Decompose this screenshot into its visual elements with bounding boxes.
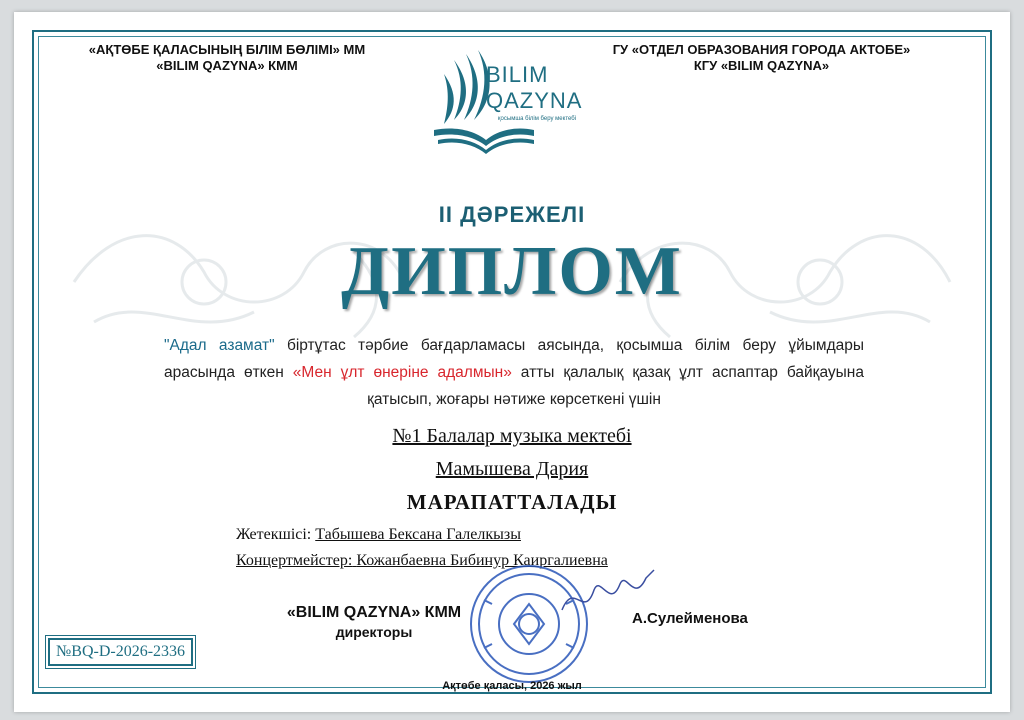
diploma-text [164, 332, 864, 413]
leader-line [236, 526, 521, 544]
award-word: МАРАПАТТАЛАДЫ [406, 490, 618, 514]
logo-line1: BILIM [486, 62, 549, 87]
diploma-title: ДИПЛОМ [341, 233, 683, 310]
contest-name: «Мен ұлт өнеріне адалмын» [292, 364, 512, 381]
logo-line2: QAZYNA [486, 88, 583, 113]
diploma-number: №BQ-D-2026-2336 [48, 638, 193, 666]
header-left-line2: «BILIM QAZYNA» КММ [156, 58, 298, 73]
text-part2: атты қалалық қазақ ұлт аспаптар байқауына қатысып, жоғары нәтиже көрсеткені үшін [367, 364, 864, 408]
recipient-name: Мамышева Дария [435, 458, 589, 480]
text-part1: біртұтас тәрбие бағдарламасы аясында, қосымша білім беру ұйымдары арасында өткен [164, 337, 864, 381]
header-left [72, 42, 382, 74]
city-year: Ақтөбе қаласы, 2026 жыл [442, 680, 582, 692]
director-org: «BILIM QAZYNA» КММ [286, 604, 462, 621]
program-name: "Адал азамат" [164, 337, 275, 354]
header-left-line1: «АҚТӨБЕ ҚАЛАСЫНЫҢ БІЛІМ БӨЛІМІ» ММ [88, 42, 366, 57]
director-role: директоры [335, 624, 413, 640]
signer-name: А.Сулейменова [632, 610, 748, 627]
concertmaster-name: Кожанбаевна Бибинур Каиргалиевна [356, 552, 608, 569]
header-right-line2: КГУ «BILIM QAZYNA» [693, 58, 830, 73]
leader-label: Жетекшісі: [236, 526, 312, 543]
header-right-line1: ГУ «ОТДЕЛ ОБРАЗОВАНИЯ ГОРОДА АКТОБЕ» [612, 42, 911, 57]
concertmaster-label: Концертмейстер: [236, 552, 353, 569]
header-right [589, 42, 934, 74]
logo-wordmark [486, 62, 582, 114]
school-name: №1 Балалар музыка мектебі [392, 425, 632, 447]
diploma-degree: II ДӘРЕЖЕЛІ [438, 202, 586, 227]
diploma-sheet [14, 12, 1010, 712]
leader-name: Табышева Бексана Галелкызы [315, 526, 521, 543]
logo-tagline: қосымша білім беру мектебі [497, 116, 577, 122]
